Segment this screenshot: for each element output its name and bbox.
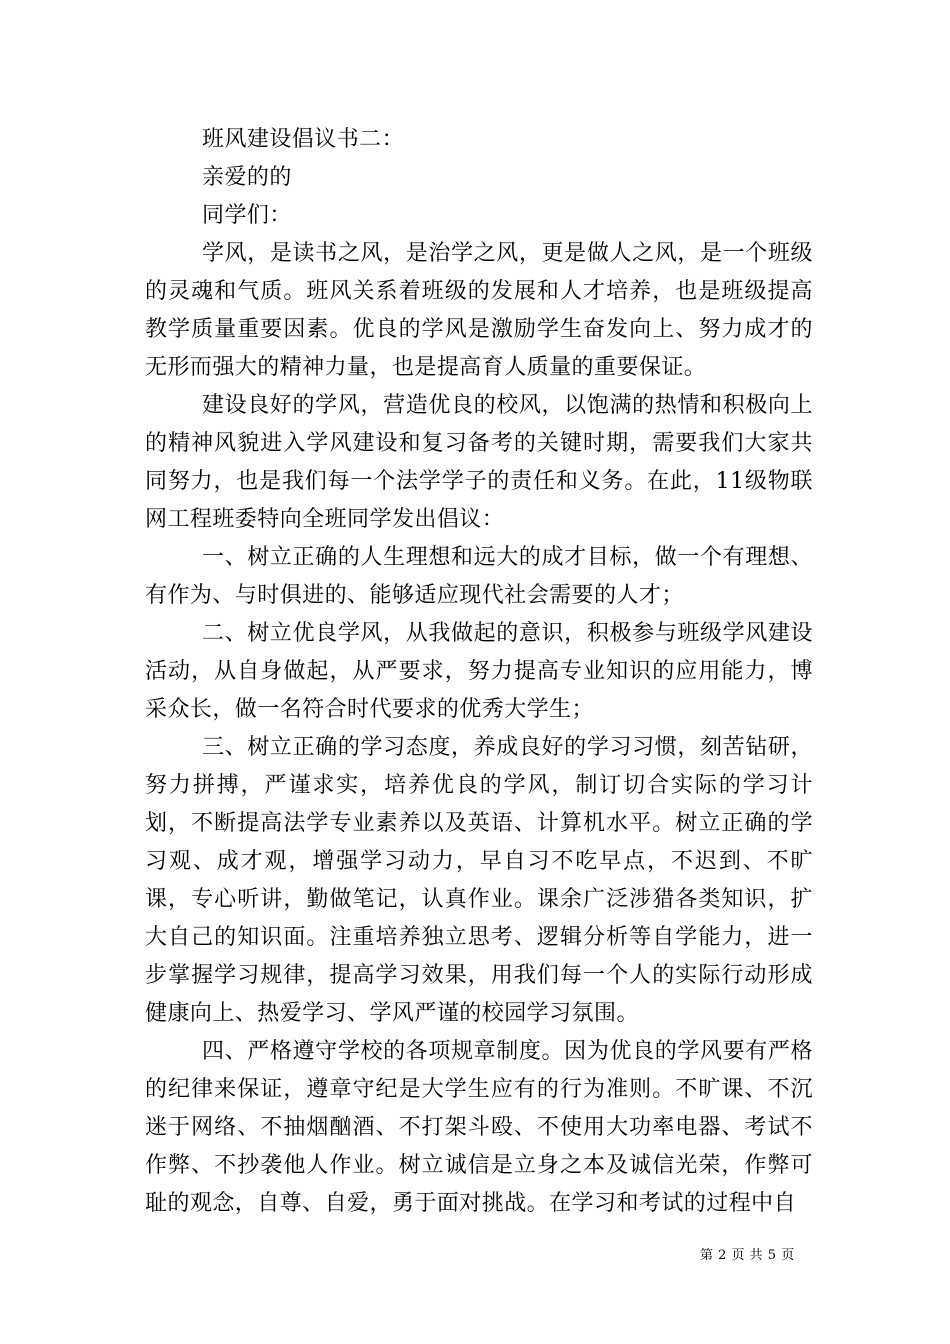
document-heading: 班风建设倡议书二： xyxy=(202,127,405,152)
paragraph-item-1: 一、树立正确的人生理想和远大的成才目标，做一个有理想、有作为、与时俱进的、能够适应现代社会需要的人才； xyxy=(145,545,813,608)
paragraph-intro: 学风，是读书之风，是治学之风，更是做人之风，是一个班级的灵魂和气质。班风关系着班级的发展和人才培养，也是班级提高教学质量重要因素。优良的学风是激励学生奋发向上、努力成才的无形而强大的精神力量，也是提高育人质量的重要保证。 xyxy=(145,241,813,380)
paragraph-item-3: 三、树立正确的学习态度，养成良好的学习习惯，刻苦钻研，努力拼搏，严谨求实，培养优良的学风，制订切合实际的学习计划，不断提高法学专业素养以及英语、计算机水平。树立正确的学习观、成才观，增强学习动力，早自习不吃早点，不迟到、不旷课，专心听讲，勤做笔记，认真作业。课余广泛涉猎各类知识，扩大自己的知识面。注重培养独立思考、逻辑分析等自学能力，进一步掌握学习规律，提高学习效果，用我们每一个人的实际行动形成健康向上、热爱学习、学风严谨的校园学习氛围。 xyxy=(145,735,813,1026)
paragraph-item-2: 二、树立优良学风，从我做起的意识，积极参与班级学风建设活动，从自身做起，从严要求，努力提高专业知识的应用能力，博采众长，做一名符合时代要求的优秀大学生； xyxy=(145,621,813,722)
salutation-line-2: 同学们： xyxy=(202,203,292,228)
paragraph-call: 建设良好的学风，营造优良的校风，以饱满的热情和积极向上的精神风貌进入学风建设和复习备考的关键时期，需要我们大家共同努力，也是我们每一个法学学子的责任和义务。在此，11级物联网工程班委特向全班同学发出倡议： xyxy=(145,393,813,532)
salutation-line-1: 亲爱的的 xyxy=(202,165,292,190)
document-body xyxy=(145,121,813,1223)
page-number: 第 2 页 共 5 页 xyxy=(700,1248,795,1263)
paragraph-item-4: 四、严格遵守学校的各项规章制度。因为优良的学风要有严格的纪律来保证，遵章守纪是大学生应有的行为准则。不旷课、不沉迷于网络、不抽烟酗酒、不打架斗殴、不使用大功率电器、考试不作弊、不抄袭他人作业。树立诚信是立身之本及诚信光荣，作弊可耻的观念，自尊、自爱，勇于面对挑战。在学习和考试的过程中自 xyxy=(145,1039,813,1216)
